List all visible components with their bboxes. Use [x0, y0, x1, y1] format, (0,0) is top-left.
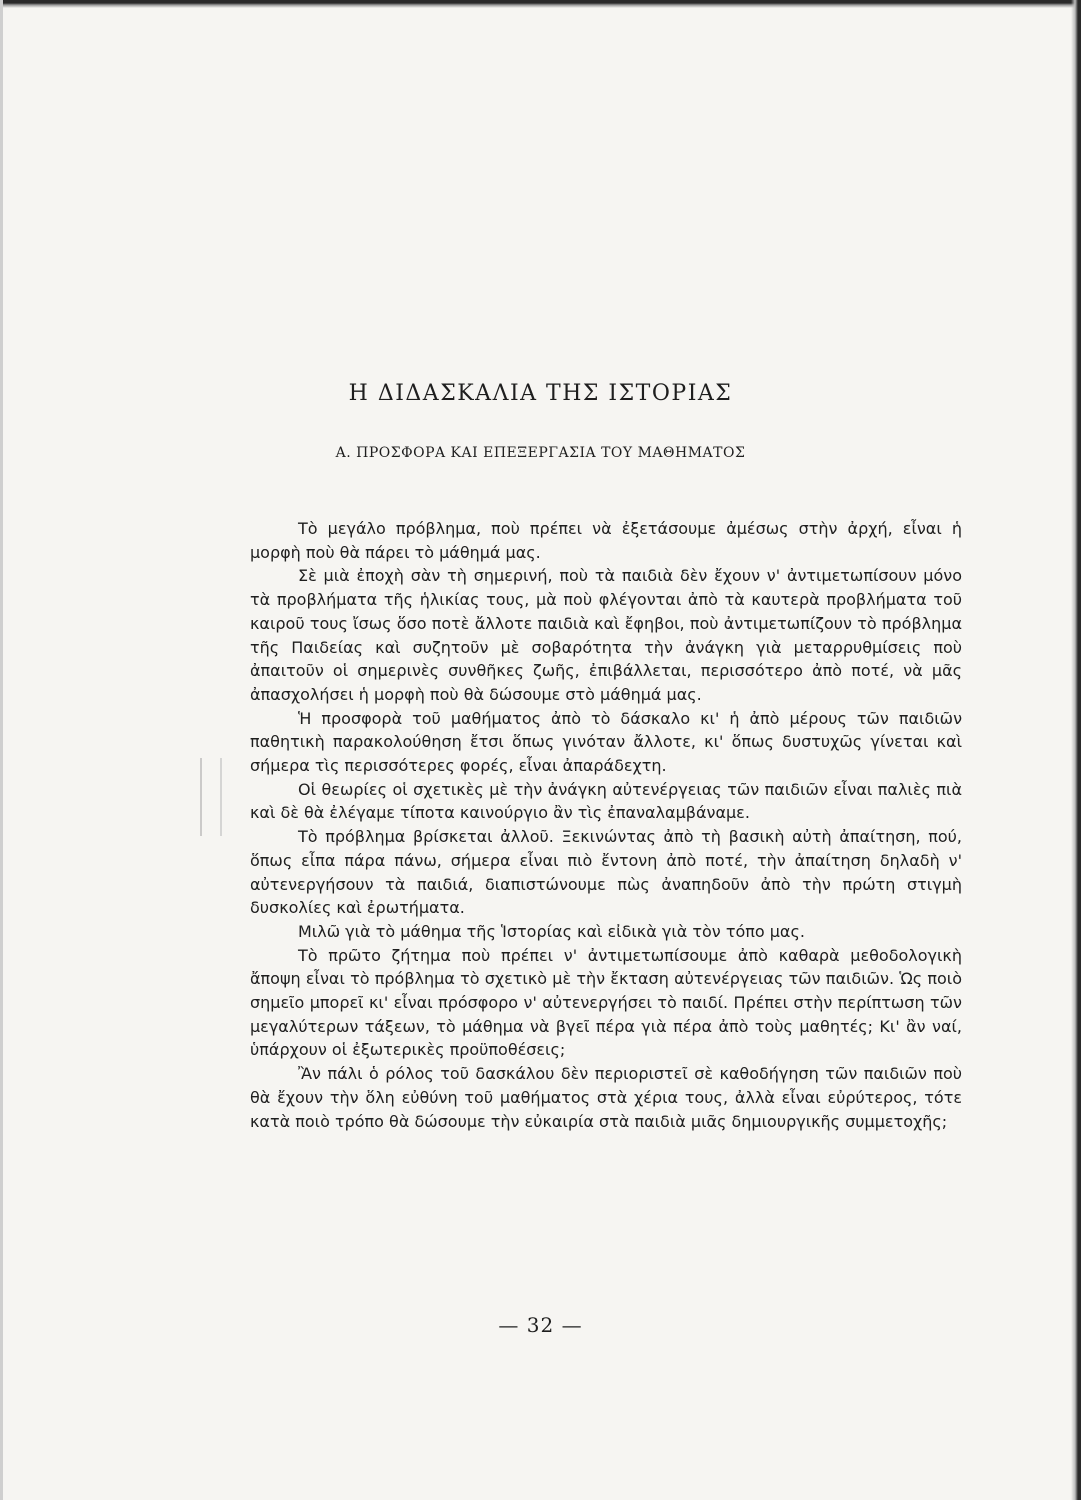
- paragraph: Σὲ μιὰ ἐποχὴ σὰν τὴ σημερινή, ποὺ τὰ παιδιὰ δὲν ἔχουν ν' ἀντιμετωπίσουν μόνο τὰ προβλήματα τῆς ἡλικίας τους, μὰ ποὺ φλέγονται ἀπὸ τὰ καυτερὰ προβλήματα τοῦ καιροῦ τους ἴσως ὅσο ποτὲ ἄλλοτε παιδιὰ καὶ ἔφηβοι, ποὺ ἀντιμετωπίζουν τὸ πρόβλημα τῆς Παιδείας καὶ συζητοῦν μὲ σοβαρότητα τὴν ἀνάγκη γιὰ μεταρρυθμίσεις ποὺ ἀπαιτοῦν οἱ σημερινὲς συνθῆκες ζωῆς, ἐπιβάλλεται, περισσότερο ἀπὸ ποτέ, νὰ μᾶς ἀπασχολήσει ἡ μορφὴ ποὺ θὰ δώσουμε στὸ μάθημά μας.: [250, 566, 962, 704]
- margin-mark: [200, 758, 222, 836]
- page-number: — 32 —: [498, 1313, 583, 1337]
- scan-left-edge: [0, 0, 3, 1500]
- paragraph: Μιλῶ γιὰ τὸ μάθημα τῆς Ἱστορίας καὶ εἰδικὰ γιὰ τὸν τόπο μας.: [298, 921, 805, 941]
- page-title: Η ΔΙΔΑΣΚΑΛΙΑ ΤΗΣ ΙΣΤΟΡΙΑΣ: [348, 381, 733, 406]
- paragraph: Οἱ θεωρίες οἱ σχετικὲς μὲ τὴν ἀνάγκη αὐτενέργειας τῶν παιδιῶν εἶναι παλιὲς πιὰ καὶ δὲ θὰ ἐλέγαμε τίποτα καινούργιο ἂν τὶς ἐπαναλαμβάναμε.: [250, 779, 962, 823]
- paragraph: Τὸ πρῶτο ζήτημα ποὺ πρέπει ν' ἀντιμετωπίσουμε ἀπὸ καθαρὰ μεθοδολογικὴ ἄποψη εἶναι τὸ πρόβλημα τὸ σχετικὸ μὲ τὴν ἔκταση αὐτενέργειας τῶν παιδιῶν. Ὡς ποιὸ σημεῖο μπορεῖ κι' εἶναι πρόσφορο ν' αὐτενεργήσει τὸ παιδί. Πρέπει στὴν περίπτωση τῶν μεγαλύτερων τάξεων, τὸ μάθημα νὰ βγεῖ πέρα γιὰ πέρα ἀπὸ τοὺς μαθητές; Κι' ἂν ναί, ὑπάρχουν οἱ ἐξωτερικὲς προϋποθέσεις;: [250, 945, 962, 1060]
- paragraph: Ἂν πάλι ὁ ρόλος τοῦ δασκάλου δὲν περιοριστεῖ σὲ καθοδήγηση τῶν παιδιῶν ποὺ θὰ ἔχουν τὴν ὅλη εὐθύνη τοῦ μαθήματος στὰ χέρια τους, ἀλλὰ εἶναι εὐρύτερος, τότε κατὰ ποιὸ τρόπο θὰ δώσουμε τὴν εὐκαιρία στὰ παιδιὰ μιᾶς δημιουργικῆς συμμετοχῆς;: [250, 1064, 962, 1131]
- scan-top-edge: [0, 0, 1081, 8]
- paragraph: Τὸ πρόβλημα βρίσκεται ἀλλοῦ. Ξεκινώντας ἀπὸ τὴ βασικὴ αὐτὴ ἀπαίτηση, πού, ὅπως εἶπα πάρα πάνω, σήμερα εἶναι πιὸ ἔντονη ἀπὸ ποτέ, τὴν ἀπαίτηση δηλαδὴ ν' αὐτενεργήσουν τὰ παιδιά, διαπιστώνουμε πὼς ἀναπηδοῦν ἀπὸ τὴν πρώτη στιγμὴ δυσκολίες καὶ ἐρωτήματα.: [250, 827, 962, 918]
- body-text: [250, 517, 962, 1133]
- scan-right-edge: [1071, 0, 1081, 1500]
- section-subtitle: Α. ΠΡΟΣΦΟΡΑ ΚΑΙ ΕΠΕΞΕΡΓΑΣΙΑ ΤΟΥ ΜΑΘΗΜΑΤΟΣ: [335, 445, 746, 461]
- paragraph: Τὸ μεγάλο πρόβλημα, ποὺ πρέπει νὰ ἐξετάσουμε ἀμέσως στὴν ἀρχή, εἶναι ἡ μορφὴ ποὺ θὰ πάρει τὸ μάθημά μας.: [250, 519, 962, 562]
- paragraph: Ἡ προσφορὰ τοῦ μαθήματος ἀπὸ τὸ δάσκαλο κι' ἡ ἀπὸ μέρους τῶν παιδιῶν παθητικὴ παρακολούθηση ἔτσι ὅπως γινόταν ἄλλοτε, κι' ὅπως δυστυχῶς γίνεται καὶ σήμερα τὶς περισσότερες φορές, εἶναι ἀπαράδεχτη.: [250, 708, 962, 776]
